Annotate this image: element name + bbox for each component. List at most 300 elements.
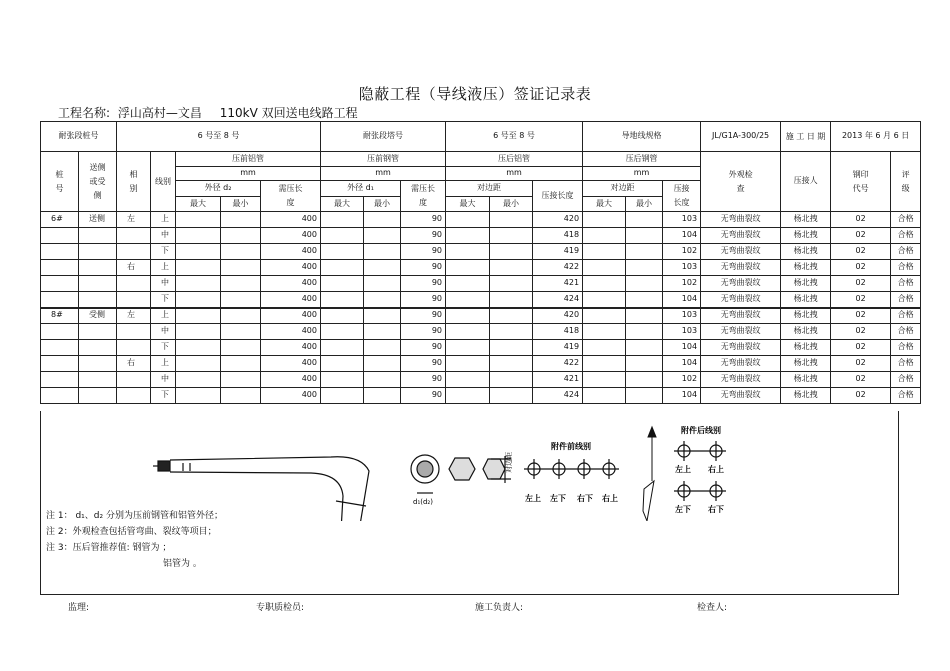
col-crimp-len-steel: 需压长度 xyxy=(401,181,446,212)
unit-mm-3: mm xyxy=(446,167,583,181)
crimper-cell: 杨北拽 xyxy=(781,212,831,228)
visual-check-cell: 无弯曲裂纹 xyxy=(701,212,781,228)
before-pos-3: 右下 xyxy=(577,494,593,503)
empty-cell xyxy=(583,276,626,292)
al-joint-length-cell: 418 xyxy=(533,324,583,340)
col-min: 最小 xyxy=(221,197,261,212)
col-joint-len-al: 压接长度 xyxy=(533,181,583,212)
signoff-construction-lead: 施工负责人: xyxy=(475,603,524,613)
empty-cell xyxy=(321,244,364,260)
tension-tower-label: 耐张段塔号 xyxy=(321,122,446,152)
col-max: 最大 xyxy=(446,197,490,212)
construction-date-label: 施 工 日 期 xyxy=(781,122,831,152)
visual-check-cell: 无弯曲裂纹 xyxy=(701,276,781,292)
visual-check-cell: 无弯曲裂纹 xyxy=(701,388,781,404)
seal-no-cell: 02 xyxy=(831,260,891,276)
wire-cell: 中 xyxy=(151,324,176,340)
seal-no-cell: 02 xyxy=(831,308,891,324)
table-row xyxy=(41,372,921,388)
empty-cell xyxy=(626,372,663,388)
empty-cell xyxy=(626,212,663,228)
phase-cell: 左 xyxy=(117,308,151,324)
empty-cell xyxy=(626,228,663,244)
tension-pole-value: 6 号至 8 号 xyxy=(117,122,321,152)
steel-joint-length-cell: 104 xyxy=(663,388,701,404)
wire-cell: 上 xyxy=(151,212,176,228)
empty-cell xyxy=(321,292,364,308)
empty-cell xyxy=(446,388,490,404)
wire-cell: 下 xyxy=(151,388,176,404)
column-header-row-1 xyxy=(41,152,921,167)
steel-joint-length-cell: 104 xyxy=(663,292,701,308)
table-row xyxy=(41,212,921,228)
empty-cell xyxy=(446,244,490,260)
col-flats-al: 对边距 xyxy=(446,181,533,197)
empty-cell xyxy=(221,212,261,228)
col-min: 最小 xyxy=(490,197,533,212)
note-3-cont: 铝管为 。 xyxy=(163,559,202,569)
table-row xyxy=(41,356,921,372)
wire-cell: 中 xyxy=(151,372,176,388)
grade-cell: 合格 xyxy=(891,276,921,292)
table-row xyxy=(41,228,921,244)
empty-cell xyxy=(490,260,533,276)
col-min: 最小 xyxy=(364,197,401,212)
col-side: 送侧或受侧 xyxy=(79,152,117,212)
empty-cell xyxy=(626,356,663,372)
empty-cell xyxy=(446,228,490,244)
table-row xyxy=(41,276,921,292)
seal-no-cell: 02 xyxy=(831,244,891,260)
empty-cell xyxy=(583,260,626,276)
empty-cell xyxy=(176,340,221,356)
empty-cell xyxy=(364,340,401,356)
side-cell xyxy=(79,372,117,388)
empty-cell xyxy=(446,212,490,228)
col-visual-check: 外观检查 xyxy=(701,152,781,212)
empty-cell xyxy=(321,356,364,372)
empty-cell xyxy=(583,324,626,340)
crimper-cell: 杨北拽 xyxy=(781,276,831,292)
pole-cell xyxy=(41,340,79,356)
note-1: 注 1： d₁、d₂ 分别为压前钢管和铝管外径； xyxy=(46,511,223,521)
al-crimp-length-cell: 400 xyxy=(261,340,321,356)
phase-cell xyxy=(117,228,151,244)
unit-mm-2: mm xyxy=(321,167,446,181)
al-joint-length-cell: 420 xyxy=(533,308,583,324)
project-name xyxy=(58,104,362,121)
conductor-spec-value: JL/G1A-300/25 xyxy=(701,122,781,152)
al-crimp-length-cell: 400 xyxy=(261,276,321,292)
empty-cell xyxy=(490,244,533,260)
empty-cell xyxy=(626,324,663,340)
col-outer-d1: 外径 d₁ xyxy=(321,181,401,197)
steel-joint-length-cell: 103 xyxy=(663,324,701,340)
empty-cell xyxy=(626,276,663,292)
empty-cell xyxy=(176,228,221,244)
side-cell xyxy=(79,228,117,244)
visual-check-cell: 无弯曲裂纹 xyxy=(701,324,781,340)
pole-cell xyxy=(41,260,79,276)
pole-cell xyxy=(41,228,79,244)
al-crimp-length-cell: 400 xyxy=(261,228,321,244)
wire-cell: 中 xyxy=(151,276,176,292)
empty-cell xyxy=(221,340,261,356)
col-pole-no: 桩号 xyxy=(41,152,79,212)
before-pos-4: 右上 xyxy=(602,494,618,503)
phase-cell xyxy=(117,276,151,292)
crimper-cell: 杨北拽 xyxy=(781,356,831,372)
crimper-cell: 杨北拽 xyxy=(781,324,831,340)
empty-cell xyxy=(176,244,221,260)
empty-cell xyxy=(176,260,221,276)
note-2: 注 2：外观检查包括管弯曲、裂纹等项目； xyxy=(46,527,217,537)
empty-cell xyxy=(221,356,261,372)
before-label: 附件前线别 xyxy=(551,442,591,451)
empty-cell xyxy=(364,276,401,292)
al-joint-length-cell: 419 xyxy=(533,244,583,260)
crimper-cell: 杨北拽 xyxy=(781,260,831,276)
after-pos-2: 右上 xyxy=(708,465,724,474)
steel-crimp-length-cell: 90 xyxy=(401,228,446,244)
side-cell xyxy=(79,324,117,340)
crimper-cell: 杨北拽 xyxy=(781,228,831,244)
phase-cell xyxy=(117,372,151,388)
phase-cell: 右 xyxy=(117,356,151,372)
empty-cell xyxy=(321,260,364,276)
steel-crimp-length-cell: 90 xyxy=(401,356,446,372)
col-outer-d2: 外径 d₂ xyxy=(176,181,261,197)
steel-joint-length-cell: 104 xyxy=(663,228,701,244)
empty-cell xyxy=(626,260,663,276)
al-crimp-length-cell: 400 xyxy=(261,372,321,388)
empty-cell xyxy=(364,244,401,260)
seal-no-cell: 02 xyxy=(831,212,891,228)
side-cell xyxy=(79,244,117,260)
empty-cell xyxy=(364,356,401,372)
col-max: 最大 xyxy=(583,197,626,212)
steel-crimp-length-cell: 90 xyxy=(401,212,446,228)
al-joint-length-cell: 422 xyxy=(533,356,583,372)
pole-cell xyxy=(41,356,79,372)
grade-cell: 合格 xyxy=(891,292,921,308)
signoff-checker: 检查人: xyxy=(697,603,728,613)
al-joint-length-cell: 420 xyxy=(533,212,583,228)
col-crimp-len-al: 需压长度 xyxy=(261,181,321,212)
wire-cell: 中 xyxy=(151,228,176,244)
empty-cell xyxy=(221,228,261,244)
empty-cell xyxy=(446,276,490,292)
col-grade: 评级 xyxy=(891,152,921,212)
steel-joint-length-cell: 103 xyxy=(663,260,701,276)
before-pos-2: 左下 xyxy=(550,494,566,503)
steel-joint-length-cell: 104 xyxy=(663,340,701,356)
phase-cell: 右 xyxy=(117,260,151,276)
visual-check-cell: 无弯曲裂纹 xyxy=(701,340,781,356)
side-cell: 受侧 xyxy=(79,308,117,324)
empty-cell xyxy=(321,324,364,340)
visual-check-cell: 无弯曲裂纹 xyxy=(701,372,781,388)
table-row xyxy=(41,308,921,324)
seal-no-cell: 02 xyxy=(831,276,891,292)
pole-cell xyxy=(41,372,79,388)
empty-cell xyxy=(446,292,490,308)
tension-tower-value: 6 号至 8 号 xyxy=(446,122,583,152)
steel-joint-length-cell: 102 xyxy=(663,276,701,292)
visual-check-cell: 无弯曲裂纹 xyxy=(701,260,781,276)
seal-no-cell: 02 xyxy=(831,356,891,372)
arrow-up-icon xyxy=(643,427,656,521)
empty-cell xyxy=(321,308,364,324)
flats-label: 对边距 xyxy=(505,452,513,473)
empty-cell xyxy=(364,212,401,228)
crimper-cell: 杨北拽 xyxy=(781,308,831,324)
seal-no-cell: 02 xyxy=(831,388,891,404)
col-joint-len-steel: 压接长度 xyxy=(663,181,701,212)
col-steel-before: 压前钢管 xyxy=(321,152,446,167)
empty-cell xyxy=(446,372,490,388)
table-row xyxy=(41,340,921,356)
phase-cell xyxy=(117,324,151,340)
empty-cell xyxy=(583,388,626,404)
al-joint-length-cell: 418 xyxy=(533,228,583,244)
empty-cell xyxy=(583,292,626,308)
steel-crimp-length-cell: 90 xyxy=(401,260,446,276)
al-crimp-length-cell: 400 xyxy=(261,388,321,404)
side-cell xyxy=(79,340,117,356)
header-row xyxy=(41,122,921,152)
d-label: d₁(d₂) xyxy=(413,498,433,506)
grade-cell: 合格 xyxy=(891,212,921,228)
al-joint-length-cell: 424 xyxy=(533,292,583,308)
col-al-after: 压后铝管 xyxy=(446,152,583,167)
steel-crimp-length-cell: 90 xyxy=(401,308,446,324)
empty-cell xyxy=(321,372,364,388)
steel-crimp-length-cell: 90 xyxy=(401,324,446,340)
empty-cell xyxy=(364,324,401,340)
empty-cell xyxy=(490,308,533,324)
wire-cell: 下 xyxy=(151,340,176,356)
col-al-before: 压前铝管 xyxy=(176,152,321,167)
wire-cell: 下 xyxy=(151,244,176,260)
grade-cell: 合格 xyxy=(891,260,921,276)
empty-cell xyxy=(446,260,490,276)
wire-cell: 下 xyxy=(151,292,176,308)
empty-cell xyxy=(490,372,533,388)
empty-cell xyxy=(176,372,221,388)
wire-cell: 上 xyxy=(151,356,176,372)
steel-joint-length-cell: 102 xyxy=(663,372,701,388)
empty-cell xyxy=(364,372,401,388)
grade-cell: 合格 xyxy=(891,308,921,324)
empty-cell xyxy=(490,388,533,404)
side-cell xyxy=(79,260,117,276)
empty-cell xyxy=(490,340,533,356)
empty-cell xyxy=(364,292,401,308)
empty-cell xyxy=(490,212,533,228)
side-cell xyxy=(79,292,117,308)
signoff-inspector: 专职质检员: xyxy=(256,603,305,613)
empty-cell xyxy=(583,340,626,356)
al-crimp-length-cell: 400 xyxy=(261,244,321,260)
empty-cell xyxy=(221,308,261,324)
side-cell: 送侧 xyxy=(79,212,117,228)
crimper-cell: 杨北拽 xyxy=(781,292,831,308)
empty-cell xyxy=(176,292,221,308)
crimper-cell: 杨北拽 xyxy=(781,244,831,260)
empty-cell xyxy=(626,308,663,324)
empty-cell xyxy=(583,228,626,244)
construction-date-value: 2013 年 6 月 6 日 xyxy=(831,122,921,152)
phase-cell: 左 xyxy=(117,212,151,228)
empty-cell xyxy=(221,324,261,340)
crimper-cell: 杨北拽 xyxy=(781,372,831,388)
steel-joint-length-cell: 104 xyxy=(663,356,701,372)
empty-cell xyxy=(221,388,261,404)
pole-cell: 6# xyxy=(41,212,79,228)
steel-crimp-length-cell: 90 xyxy=(401,244,446,260)
visual-check-cell: 无弯曲裂纹 xyxy=(701,228,781,244)
steel-crimp-length-cell: 90 xyxy=(401,276,446,292)
pole-cell xyxy=(41,244,79,260)
after-pos-1: 左上 xyxy=(675,465,691,474)
empty-cell xyxy=(176,212,221,228)
crimp-diagram xyxy=(41,411,898,521)
project-label: 工程名称: xyxy=(58,106,111,120)
side-cell xyxy=(79,356,117,372)
al-joint-length-cell: 424 xyxy=(533,388,583,404)
empty-cell xyxy=(364,260,401,276)
al-joint-length-cell: 422 xyxy=(533,260,583,276)
empty-cell xyxy=(583,372,626,388)
conductor-spec-label: 导地线规格 xyxy=(583,122,701,152)
al-crimp-length-cell: 400 xyxy=(261,324,321,340)
empty-cell xyxy=(626,340,663,356)
before-pos-1: 左上 xyxy=(525,494,541,503)
steel-crimp-length-cell: 90 xyxy=(401,292,446,308)
tension-pole-label: 耐张段桩号 xyxy=(41,122,117,152)
empty-cell xyxy=(321,212,364,228)
unit-mm-1: mm xyxy=(176,167,321,181)
pole-cell: 8# xyxy=(41,308,79,324)
empty-cell xyxy=(321,276,364,292)
signoff-supervisor: 监理: xyxy=(68,603,90,613)
al-joint-length-cell: 421 xyxy=(533,276,583,292)
table-row xyxy=(41,292,921,308)
phase-cell xyxy=(117,244,151,260)
side-cell xyxy=(79,276,117,292)
pole-cell xyxy=(41,324,79,340)
project-section: 浮山高村—文昌 xyxy=(117,106,202,120)
table-row xyxy=(41,244,921,260)
empty-cell xyxy=(490,324,533,340)
empty-cell xyxy=(583,244,626,260)
phase-cell xyxy=(117,292,151,308)
table-row xyxy=(41,324,921,340)
phase-cell xyxy=(117,340,151,356)
col-wire: 线别 xyxy=(151,152,176,212)
empty-cell xyxy=(221,372,261,388)
grade-cell: 合格 xyxy=(891,356,921,372)
empty-cell xyxy=(321,388,364,404)
after-pos-4: 右下 xyxy=(708,505,724,514)
empty-cell xyxy=(176,388,221,404)
empty-cell xyxy=(364,308,401,324)
project-line: 110kV 双回送电线路工程 xyxy=(219,106,358,120)
wire-cell: 上 xyxy=(151,260,176,276)
seal-no-cell: 02 xyxy=(831,228,891,244)
crimper-cell: 杨北拽 xyxy=(781,388,831,404)
grade-cell: 合格 xyxy=(891,340,921,356)
grade-cell: 合格 xyxy=(891,244,921,260)
notes xyxy=(46,508,223,572)
table-row xyxy=(41,260,921,276)
empty-cell xyxy=(221,292,261,308)
grade-cell: 合格 xyxy=(891,372,921,388)
empty-cell xyxy=(583,308,626,324)
cross-section-drawing xyxy=(411,455,511,493)
col-flats-steel: 对边距 xyxy=(583,181,663,197)
grade-cell: 合格 xyxy=(891,388,921,404)
visual-check-cell: 无弯曲裂纹 xyxy=(701,308,781,324)
steel-crimp-length-cell: 90 xyxy=(401,388,446,404)
seal-no-cell: 02 xyxy=(831,292,891,308)
table-row xyxy=(41,388,921,404)
before-positions xyxy=(524,459,619,479)
page-title: 隐蔽工程（导线液压）签证记录表 xyxy=(358,85,592,103)
steel-crimp-length-cell: 90 xyxy=(401,340,446,356)
record-table xyxy=(40,121,921,404)
grade-cell: 合格 xyxy=(891,324,921,340)
pole-cell xyxy=(41,276,79,292)
empty-cell xyxy=(446,308,490,324)
col-min: 最小 xyxy=(626,197,663,212)
al-joint-length-cell: 421 xyxy=(533,372,583,388)
empty-cell xyxy=(176,308,221,324)
al-crimp-length-cell: 400 xyxy=(261,356,321,372)
al-crimp-length-cell: 400 xyxy=(261,212,321,228)
empty-cell xyxy=(490,228,533,244)
col-seal-no: 钢印代号 xyxy=(831,152,891,212)
pole-cell xyxy=(41,292,79,308)
empty-cell xyxy=(221,244,261,260)
col-steel-after: 压后钢管 xyxy=(583,152,701,167)
empty-cell xyxy=(221,276,261,292)
empty-cell xyxy=(626,388,663,404)
col-max: 最大 xyxy=(321,197,364,212)
empty-cell xyxy=(321,340,364,356)
empty-cell xyxy=(321,228,364,244)
col-crimper: 压接人 xyxy=(781,152,831,212)
notes-area xyxy=(40,411,899,595)
pole-cell xyxy=(41,388,79,404)
seal-no-cell: 02 xyxy=(831,340,891,356)
note-3: 注 3：压后管推荐值: 钢管为 ； xyxy=(46,543,172,553)
empty-cell xyxy=(176,276,221,292)
empty-cell xyxy=(364,388,401,404)
empty-cell xyxy=(490,356,533,372)
empty-cell xyxy=(446,324,490,340)
empty-cell xyxy=(490,292,533,308)
empty-cell xyxy=(221,260,261,276)
col-phase: 相别 xyxy=(117,152,151,212)
phase-cell xyxy=(117,388,151,404)
empty-cell xyxy=(446,340,490,356)
visual-check-cell: 无弯曲裂纹 xyxy=(701,356,781,372)
grade-cell: 合格 xyxy=(891,228,921,244)
al-crimp-length-cell: 400 xyxy=(261,292,321,308)
al-crimp-length-cell: 400 xyxy=(261,308,321,324)
